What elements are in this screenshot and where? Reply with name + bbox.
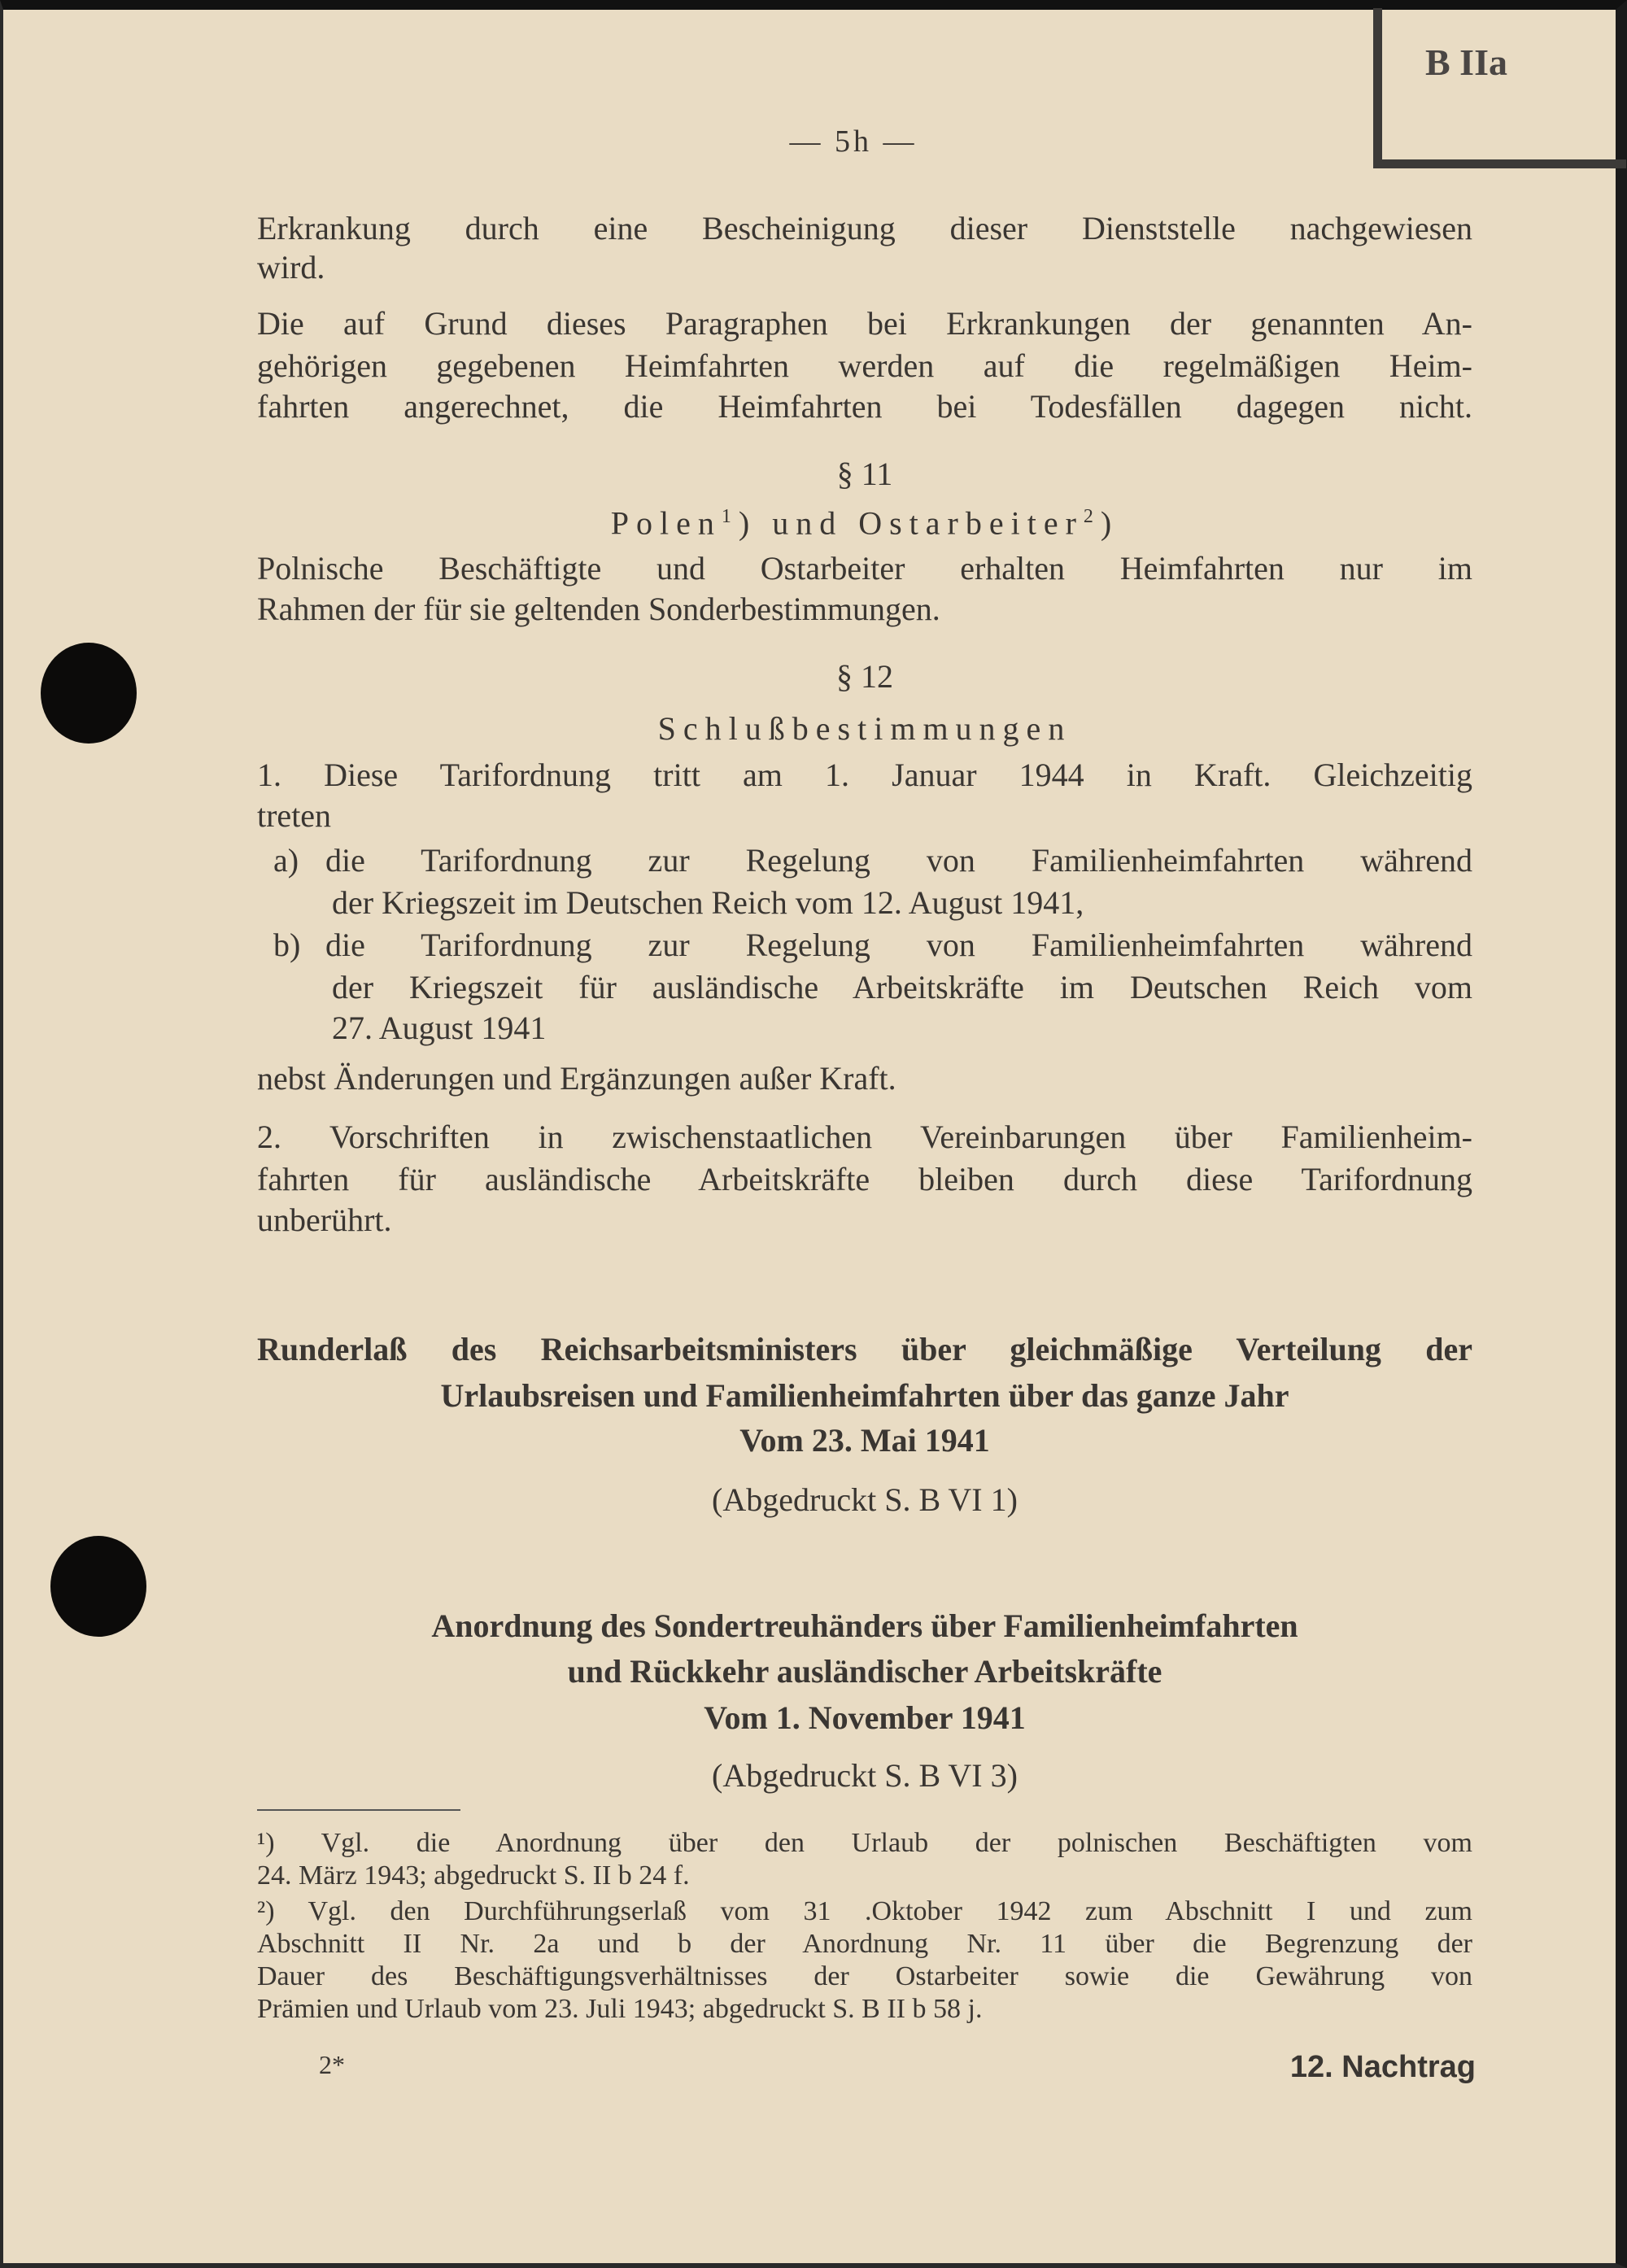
- text-line: die Tarifordnung zur Regelung von Familienheimfahrten während: [325, 842, 1472, 879]
- decree-heading: Anordnung des Sondertreuhänders über Familienheimfahrten: [431, 1607, 1298, 1644]
- footnote-line: Prämien und Urlaub vom 23. Juli 1943; abgedruckt S. B II b 58 j.: [257, 1994, 983, 2024]
- footnote-line: Dauer des Beschäftigungsverhältnisses der Ostarbeiter sowie die Gewährung von: [257, 1961, 1472, 1991]
- footnote-line: ¹) Vgl. die Anordnung über den Urlaub der polnischen Beschäftigten vom: [257, 1828, 1472, 1858]
- decree-reference: (Abgedruckt S. B VI 3): [712, 1757, 1018, 1794]
- text-line: 2. Vorschriften in zwischenstaatlichen Vereinbarungen über Familienheim-: [257, 1119, 1472, 1155]
- footnote-line: 24. März 1943; abgedruckt S. II b 24 f.: [257, 1860, 690, 1891]
- decree-heading: Runderlaß des Reichsarbeitsministers über gleichmäßige Verteilung der: [257, 1331, 1472, 1367]
- list-label: a): [273, 842, 299, 879]
- text-line: fahrten angerechnet, die Heimfahrten bei Todesfällen dagegen nicht.: [257, 388, 1472, 425]
- text-line: 27. August 1941: [332, 1010, 547, 1046]
- footnote-divider: [257, 1809, 460, 1811]
- decree-heading: Urlaubsreisen und Familienheimfahrten über das ganze Jahr: [440, 1377, 1289, 1414]
- text-line: Polnische Beschäftigte und Ostarbeiter erhalten Heimfahrten nur im: [257, 550, 1472, 587]
- list-label: b): [273, 927, 301, 963]
- footnote-line: Abschnitt II Nr. 2a und b der Anordnung Nr. 11 über die Begrenzung der: [257, 1929, 1472, 1959]
- section-11-title: Polen$^1$) und Ostarbeiter$^2$): [610, 504, 1119, 542]
- decree-heading: und Rückkehr ausländischer Arbeitskräfte: [567, 1653, 1162, 1690]
- punch-hole: [41, 643, 137, 744]
- text-line: wird.: [257, 249, 325, 286]
- text-line: unberührt.: [257, 1202, 392, 1238]
- text-line: 1. Diese Tarifordnung tritt am 1. Januar 1944 in Kraft. Gleichzeitig: [257, 757, 1472, 793]
- punch-hole: [50, 1536, 146, 1637]
- section-label: B IIa: [1425, 41, 1507, 83]
- decree-date: Vom 23. Mai 1941: [739, 1422, 990, 1459]
- section-11-number: § 11: [836, 456, 893, 492]
- text-line: fahrten für ausländische Arbeitskräfte bleiben durch diese Tarifordnung: [257, 1161, 1472, 1197]
- section-12-number: § 12: [836, 658, 893, 695]
- signature-mark: 2*: [319, 2050, 345, 2079]
- text-line: treten: [257, 797, 332, 834]
- page-number: — 5h —: [789, 124, 918, 159]
- decree-date: Vom 1. November 1941: [704, 1699, 1026, 1736]
- text-line: nebst Änderungen und Ergänzungen außer Kraft.: [257, 1060, 896, 1097]
- section-12-title: Schlußbestimmungen: [657, 710, 1072, 747]
- footnote-line: ²) Vgl. den Durchführungserlaß vom 31 .Oktober 1942 zum Abschnitt I und zum: [257, 1896, 1472, 1926]
- supplement-label: 12. Nachtrag: [1289, 2050, 1476, 2084]
- text-line: gehörigen gegebenen Heimfahrten werden auf die regelmäßigen Heim-: [257, 347, 1472, 384]
- text-line: Erkrankung durch eine Bescheinigung dieser Dienststelle nachgewiesen: [257, 210, 1472, 246]
- text-line: Rahmen der für sie geltenden Sonderbestimmungen.: [257, 591, 940, 627]
- text-line: der Kriegszeit im Deutschen Reich vom 12. August 1941,: [332, 884, 1084, 921]
- decree-reference: (Abgedruckt S. B VI 1): [712, 1481, 1018, 1518]
- text-line: Die auf Grund dieses Paragraphen bei Erkrankungen der genannten An-: [257, 305, 1472, 342]
- text-line: die Tarifordnung zur Regelung von Familienheimfahrten während: [325, 927, 1472, 963]
- text-line: der Kriegszeit für ausländische Arbeitskräfte im Deutschen Reich vom: [332, 969, 1472, 1005]
